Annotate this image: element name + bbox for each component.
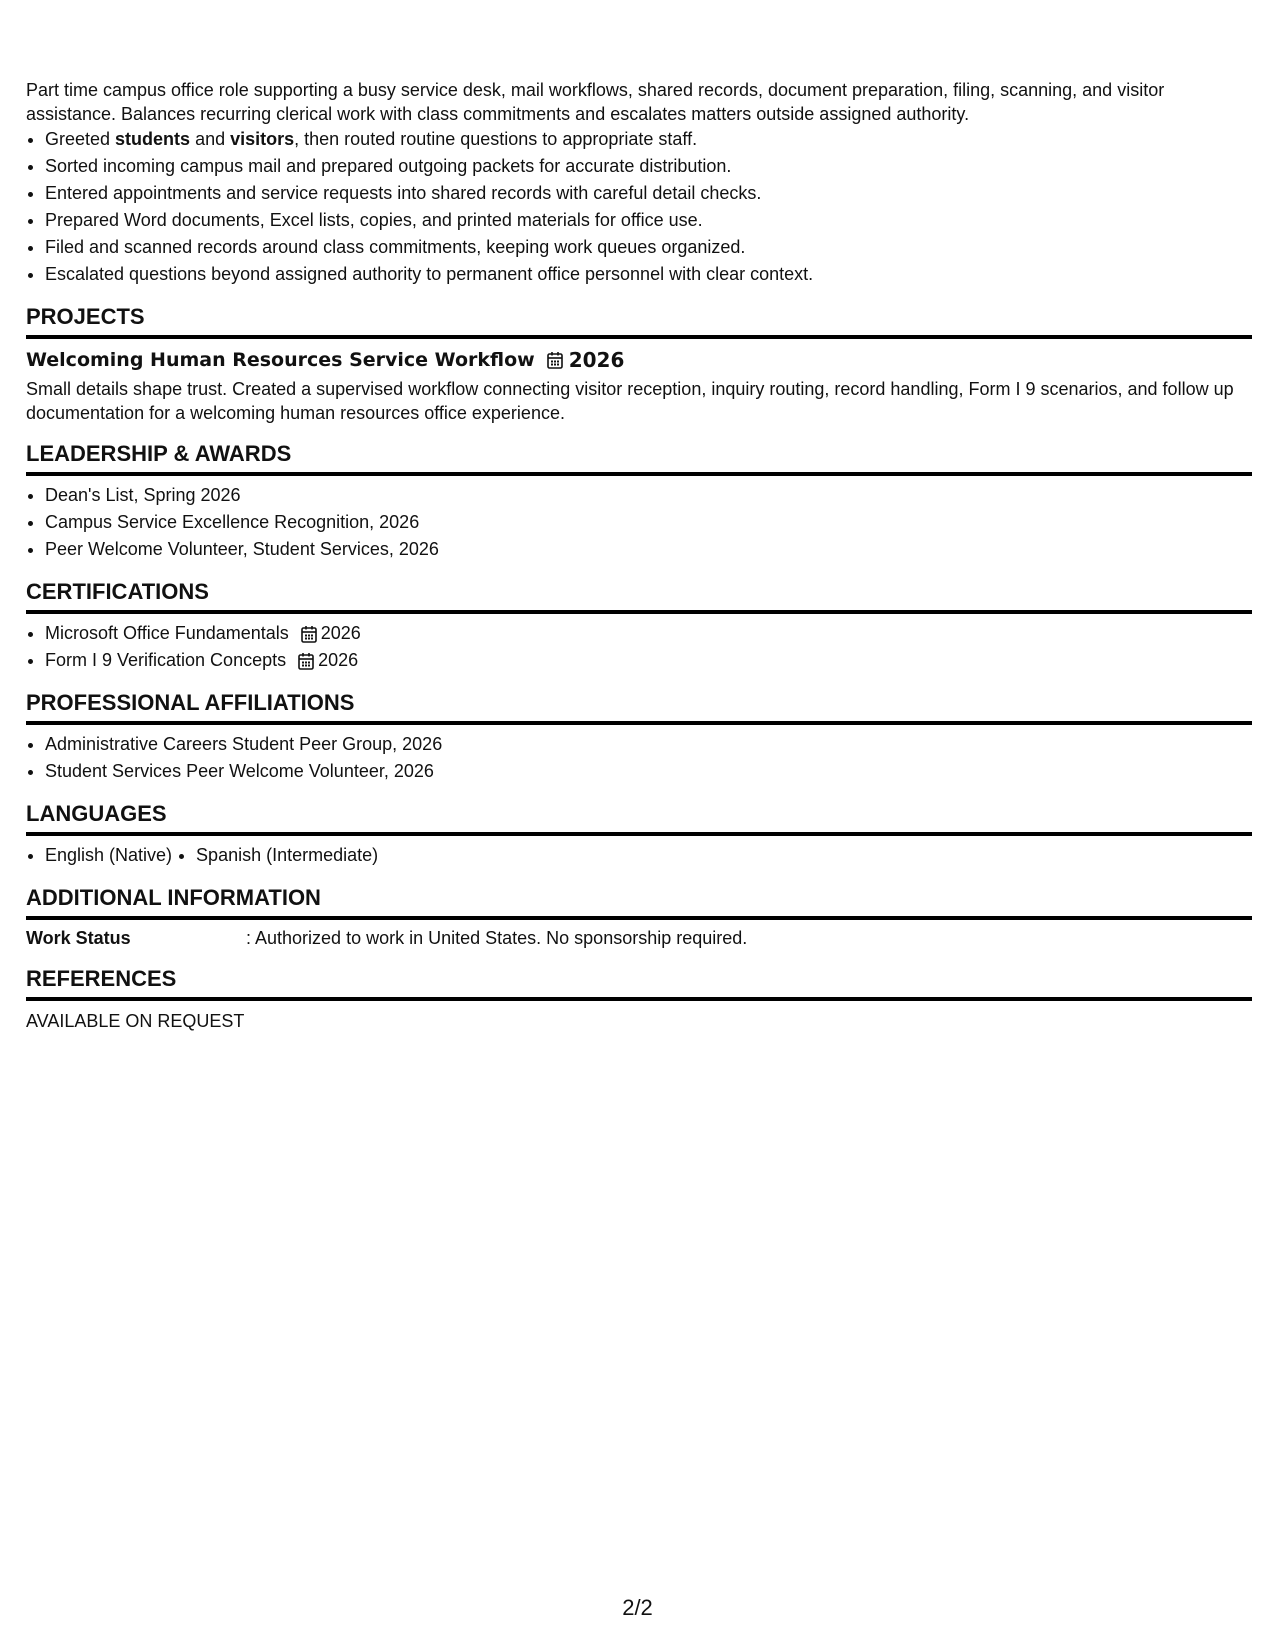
- list-item: • Entered appointments and service requests into shared records with careful detail checks.: [45, 180, 1252, 207]
- calendar-icon: [298, 652, 314, 670]
- section-title: CERTIFICATIONS: [26, 577, 1252, 614]
- work-status-row: [26, 926, 1252, 950]
- section-title: REFERENCES: [26, 964, 1252, 1001]
- certification-year: 2026: [320, 623, 361, 643]
- project-name: Welcoming Human Resources Service Workflow: [26, 349, 535, 371]
- projects-section: [26, 302, 1252, 425]
- references-section: [26, 964, 1252, 1033]
- resume-page: [26, 78, 1252, 1033]
- affiliations-list: [26, 731, 1252, 785]
- work-status-value: : Authorized to work in United States. No sponsorship required.: [246, 928, 748, 948]
- list-item: [45, 126, 1252, 153]
- project-year: 2026: [568, 348, 625, 372]
- languages-list: [26, 842, 1252, 869]
- list-item: • Prepared Word documents, Excel lists, copies, and printed materials for office use.: [45, 207, 1252, 234]
- work-status-label: Work Status: [26, 928, 131, 948]
- section-title: LEADERSHIP & AWARDS: [26, 439, 1252, 476]
- list-item: • Peer Welcome Volunteer, Student Services, 2026: [45, 536, 1252, 563]
- bullet-text: Greeted: [45, 129, 116, 149]
- affiliations-section: [26, 688, 1252, 785]
- list-item: • Escalated questions beyond assigned authority to permanent office personnel with clear context.: [45, 261, 1252, 288]
- list-item: • Campus Service Excellence Recognition, 2026: [45, 509, 1252, 536]
- bullet-bold-text: visitors: [230, 129, 295, 149]
- project-header: [26, 345, 1252, 375]
- section-title: LANGUAGES: [26, 799, 1252, 836]
- additional-info-section: [26, 883, 1252, 950]
- list-item: [45, 647, 1252, 674]
- section-title: ADDITIONAL INFORMATION: [26, 883, 1252, 920]
- certifications-section: [26, 577, 1252, 674]
- list-item: • Spanish (Intermediate): [196, 842, 378, 869]
- certifications-list: [26, 620, 1252, 674]
- list-item: • Sorted incoming campus mail and prepared outgoing packets for accurate distribution.: [45, 153, 1252, 180]
- leadership-section: [26, 439, 1252, 563]
- section-title: PROFESSIONAL AFFILIATIONS: [26, 688, 1252, 725]
- leadership-list: [26, 482, 1252, 563]
- list-item: [45, 620, 1252, 647]
- certification-name: Form I 9 Verification Concepts: [45, 650, 287, 670]
- experience-bullet-list: [26, 126, 1252, 288]
- list-item: • English (Native): [45, 842, 172, 869]
- project-description: Small details shape trust. Created a supervised workflow connecting visitor reception, inquiry routing, record handling, Form I 9 scenarios, and follow up documentation for a welcoming human resources office experience.: [26, 379, 1234, 423]
- references-text: AVAILABLE ON REQUEST: [26, 1011, 245, 1031]
- experience-summary: Part time campus office role supporting a busy service desk, mail workflows, shared records, document preparation, filing, scanning, and visitor assistance. Balances recurring clerical work with class commitments and escalates matters outside assigned authority.: [26, 80, 1165, 124]
- bullet-text: , then routed routine questions to appropriate staff.: [294, 129, 698, 149]
- bullet-text: and: [190, 129, 231, 149]
- bullet-bold-text: students: [115, 129, 191, 149]
- list-item: • Student Services Peer Welcome Volunteer, 2026: [45, 758, 1252, 785]
- certification-year: 2026: [318, 650, 359, 670]
- list-item: • Administrative Careers Student Peer Group, 2026: [45, 731, 1252, 758]
- page-number: 2/2: [622, 1595, 653, 1620]
- languages-section: [26, 799, 1252, 869]
- calendar-icon: [547, 351, 563, 369]
- list-item: • Filed and scanned records around class commitments, keeping work queues organized.: [45, 234, 1252, 261]
- section-title: PROJECTS: [26, 302, 1252, 339]
- calendar-icon: [301, 625, 317, 643]
- certification-name: Microsoft Office Fundamentals: [45, 623, 289, 643]
- list-item: • Dean's List, Spring 2026: [45, 482, 1252, 509]
